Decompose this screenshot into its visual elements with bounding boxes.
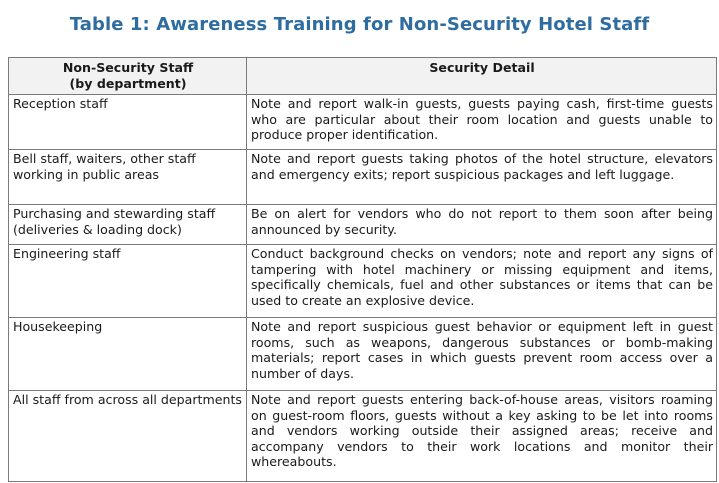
staff-cell: Housekeeping xyxy=(9,318,247,391)
table-title: Table 1: Awareness Training for Non-Security Hotel Staff xyxy=(69,14,650,35)
column-header-detail: Security Detail xyxy=(247,58,717,95)
detail-cell: Note and report suspicious guest behavior or equipment left in guest rooms, such as weapons, dangerous substances or bomb-making materials; report cases in which guests prevent room access over a number of days. xyxy=(247,318,717,391)
column-header-staff-line1: Non-Security Staff xyxy=(62,60,194,75)
detail-cell: Conduct background checks on vendors; note and report any signs of tampering with hotel machinery or missing equipment and items, specifically chemicals, fuel and other substances or items that can be used to create an explosive device. xyxy=(247,245,717,318)
staff-cell: Purchasing and stewarding staff (deliveries & loading dock) xyxy=(9,205,247,245)
table-row xyxy=(9,318,717,391)
detail-cell: Note and report guests entering back-of-house areas, visitors roaming on guest-room floors, guests without a key asking to be let into rooms and vendors working outside their assigned areas; receive and accompany vendors to their work locations and monitor their whereabouts. xyxy=(247,391,717,482)
staff-cell: Reception staff xyxy=(9,95,247,150)
table-row xyxy=(9,150,717,205)
table-row xyxy=(9,245,717,318)
table-row xyxy=(9,205,717,245)
staff-cell: All staff from across all departments xyxy=(9,391,247,482)
column-header-staff xyxy=(9,58,247,95)
column-header-staff-line2: (by department) xyxy=(69,75,187,91)
table-header-row xyxy=(9,58,717,95)
awareness-training-table xyxy=(8,57,717,482)
staff-cell: Engineering staff xyxy=(9,245,247,318)
table-row xyxy=(9,95,717,150)
detail-cell: Note and report guests taking photos of the hotel structure, elevators and emergency exits; report suspicious packages and left luggage. xyxy=(247,150,717,205)
staff-cell: Bell staff, waiters, other staff working in public areas xyxy=(9,150,247,205)
detail-cell: Be on alert for vendors who do not report to them soon after being announced by security. xyxy=(247,205,717,245)
detail-cell: Note and report walk-in guests, guests paying cash, first-time guests who are particular about their room location and guests unable to produce proper identification. xyxy=(247,95,717,150)
table-row xyxy=(9,391,717,482)
